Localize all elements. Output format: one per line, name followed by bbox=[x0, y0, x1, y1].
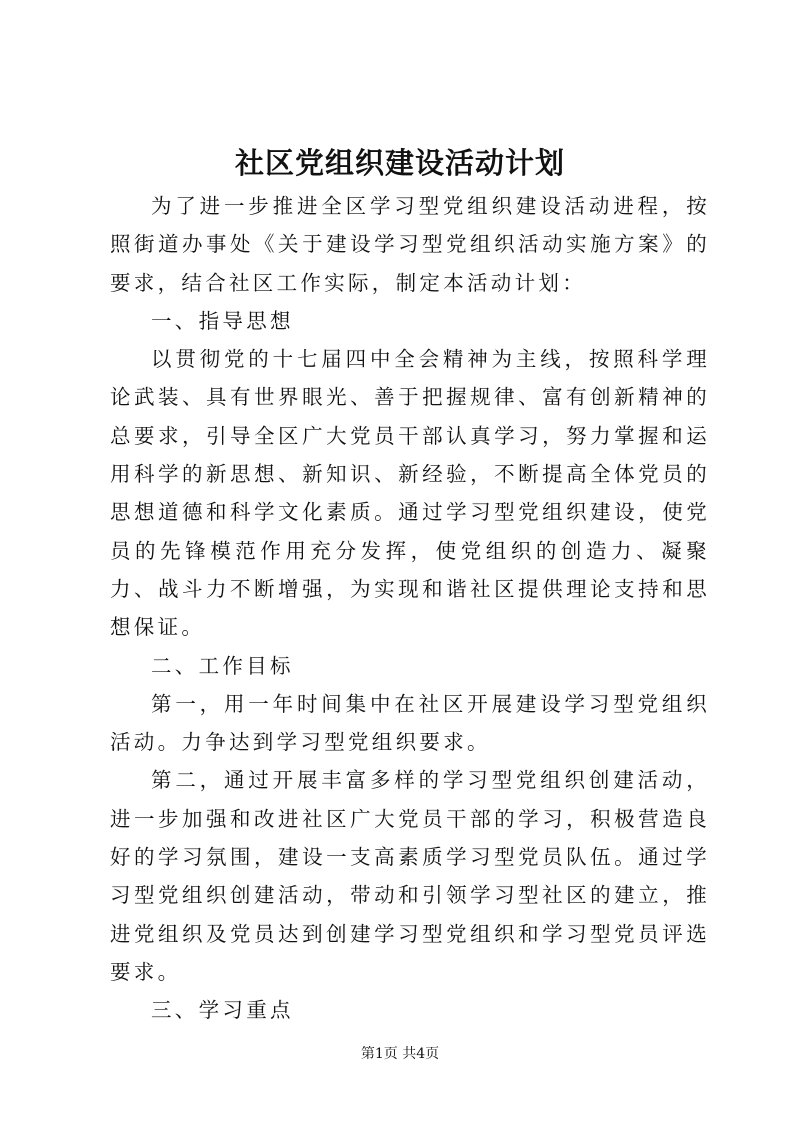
work-goal-second-paragraph: 第二，通过开展丰富多样的学习型党组织创建活动，进一步加强和改进社区广大党员干部的学习，积极营造良好的学习氛围，建设一支高素质学习型党员队伍。通过学习型党组织创建活动，带动和引领学习型社区的建立，推进党组织及党员达到创建学习型党组织和学习型党员评选要求。 bbox=[110, 768, 710, 984]
section-heading-study-focus: 三、学习重点 bbox=[151, 998, 294, 1023]
guiding-thought-paragraph: 以贯彻党的十七届四中全会精神为主线，按照科学理论武装、具有世界眼光、善于把握规律、富有创新精神的总要求，引导全区广大党员干部认真学习，努力掌握和运用科学的新思想、新知识、新经验，不断提高全体党员的思想道德和科学文化素质。通过学习型党组织建设，使党员的先锋模范作用充分发挥，使党组织的创造力、凝聚力、战斗力不断增强，为实现和谐社区提供理论支持和思想保证。 bbox=[110, 347, 710, 640]
document-title: 社区党组织建设活动计划 bbox=[234, 146, 565, 180]
section-heading-guiding-thought: 一、指导思想 bbox=[151, 308, 294, 333]
section-heading-work-goals: 二、工作目标 bbox=[151, 653, 294, 678]
document-body bbox=[110, 187, 710, 1030]
page-footer: 第1页 共4页 bbox=[360, 1046, 440, 1062]
intro-paragraph: 为了进一步推进全区学习型党组织建设活动进程，按照街道办事处《关于建设学习型党组织活动实施方案》的要求，结合社区工作实际，制定本活动计划： bbox=[110, 194, 710, 295]
work-goal-first-paragraph: 第一，用一年时间集中在社区开展建设学习型党组织活动。力争达到学习型党组织要求。 bbox=[110, 691, 710, 755]
